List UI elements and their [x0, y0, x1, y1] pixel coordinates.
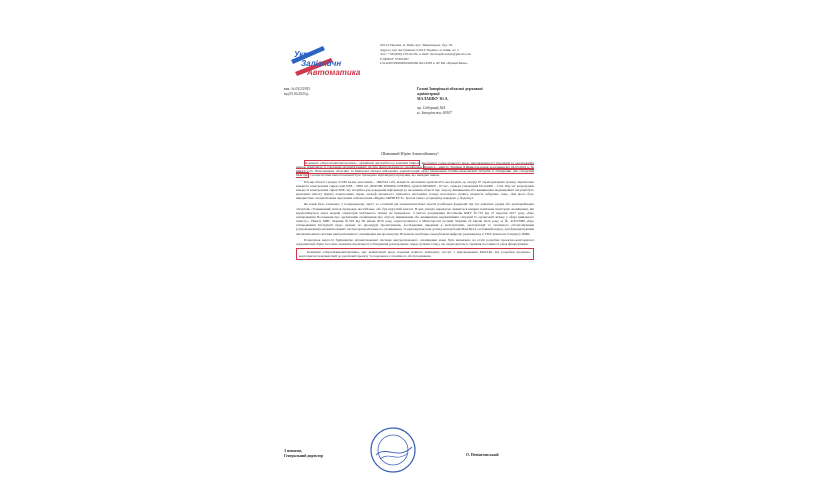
greeting: Шановний Юрію Анатолійовичу!	[381, 151, 439, 156]
highlighted-company: Компанія «Укрзалізничавтоматика», офіційний дистриб'ютор компанії Digitex	[305, 161, 420, 165]
highlighted-competence: Компанія «Укрзалізничавтоматика» має компетенції щодо надання повного комплексу послуг з впровадження МАСЦО, від розробки проектно-кошторисної документації до реалізації проекту та подальшого технічного обслуговування.	[296, 248, 534, 260]
paragraph-regulations: Як нами було зазначено у попередньому листі, за останній рік повномасштабної агресії російської федерації під час ракетних ударів або артилерійських обстрілів, стільниковий зв'язок працював нестабільно або був відсутній взагалі. В цих умовах перевагою являються кінцеві технічних пристроїв оповіщення, які керуватимуться через мережі операторів мобільного зв'язку не працювало. З метою дотримання Постанови КМУ №733 від 27 вересня 2017 року «Про затвердження Положення про організацію оповіщення про загрозу виникнення або виникнення надзвичайних ситуацій та організації зв'язку у сфері цивільного захисту», Наказу МВС України №593 від 08 липня 2019 року, зареєстрованого в Міністерстві юстиції України 22 квітня 2019 року за № 418/33389 «Про затвердження Інструкції щодо правил по процедурі проектування, дослідження, введення в експлуатацію, експлуатації та технічного обслуговування (супроводження) автоматизованих систем централізованого оповіщення» та враховуючи наш досвід експлуатації МАСЦО в особливий період, для функціонування автоматизованої системи централізованого оповіщення ми пропонуємо IP канали, необхідно передбачити цифрову радіомережу в УКХ діапазоні стандарту DMR.	[296, 202, 534, 236]
company-address	[380, 43, 540, 66]
signer-position: Генеральний директор	[284, 453, 324, 458]
logo-text-1: Укр	[294, 50, 309, 59]
paragraph-text: висловлює слова кількості щодо запровадженості продукції та реалізованих нашою компанією зі створення автоматизованих систем централізованого оповіщення	[296, 161, 534, 170]
letter-document	[276, 35, 544, 475]
closing-regards: З повагою,	[284, 449, 303, 453]
official-seal	[368, 425, 418, 475]
paragraph-cost: Розрахунок вартості будівництва автоматизованої системи централізованого оповіщення може бути визначено на етапі розробки проектно-кошторисної документації. Крім того ціна залежить від кількості обладнання (електронних сирен, пультів тощо), що закуповуються, термінів поставки та умов фінансування.	[296, 237, 534, 246]
address-line: Адреса для листування: 01014 Україна, м. Київ, а/с 2	[380, 47, 459, 52]
recipient-name: МАЛАШКУ Ю.А.	[417, 96, 449, 101]
logo-text-3: Автоматика	[307, 68, 361, 77]
recipient-block	[417, 87, 537, 116]
highlighted-decree: Прем'єр - міністр України Д.Шмигаль надав доручення від 04.03.2023 р. № 9494/1/1-23. Начальникам обласних та Київської міської військових адміністрацій щодо визначення техніко-економічної потреби в обладнанні для створення МАСЦО	[296, 165, 534, 178]
signature-block	[284, 449, 323, 459]
paragraph-intro	[296, 161, 534, 178]
company-logo	[287, 42, 367, 82]
address-line: ЄДРПОУ 37401997	[380, 56, 409, 61]
reference-date: від 05.04.2023 р.	[284, 91, 310, 96]
paragraph-calculation: Площа області складає 27180 кв.км, населення – 1682534 осіб, кількість населених пунктів 953, які входять до складу 67 територіальних громад. Орієнтовна кількість електронних сирен серії DSE – 2859 шт. (DSE300, DSE600, DSE900), пульти DPS4000 – 67 шт., сервера управління DCA4000 – 2 шт. Під час розрахунків кількості електронних сирен DSE, що потрібна для доведення інформації до населення області про загрозу виникнення або виникнення надзвичайної ситуації було враховано висоту підвісу електронних сирен, рельєф місцевості, щільність населення, площу населеного пункту, кількість забудови, тощо. Для цього було використано спеціалізоване програмне забезпечення «Digitex ARHITECT». Зразок такого розрахунку наведено у Додатку1.	[296, 179, 534, 201]
outgoing-reference	[284, 87, 310, 96]
address-line: UA343052990000026006016214393 в АТ КБ «ПриватБанк»	[380, 61, 468, 66]
recipient-address: пр. Соборний,164	[417, 106, 446, 111]
recipient-title: Голові Запорізької обласної державної	[417, 87, 483, 91]
address-line: 01014 Україна, м. Київ, вул. Звіринецька, буд. 59.	[380, 43, 454, 47]
reference-number: вих. № 03/23/015	[284, 87, 311, 91]
paragraph-text: Спеціалістами нашої компанії було проведено відповідні розрахунки, що наведені нижче.	[309, 173, 440, 178]
recipient-title: адміністрації	[417, 91, 440, 96]
recipient-address: м. Запоріжжя, 69107	[417, 111, 453, 116]
signer-name: О. Невінгловський	[466, 453, 499, 457]
logo-text-2: Залізничн	[301, 59, 342, 68]
address-line: Тел.: +38 (066) 105-92-02, e-mail: movingdiveskyi@gmail.com	[380, 52, 471, 57]
letter-body	[296, 161, 534, 262]
